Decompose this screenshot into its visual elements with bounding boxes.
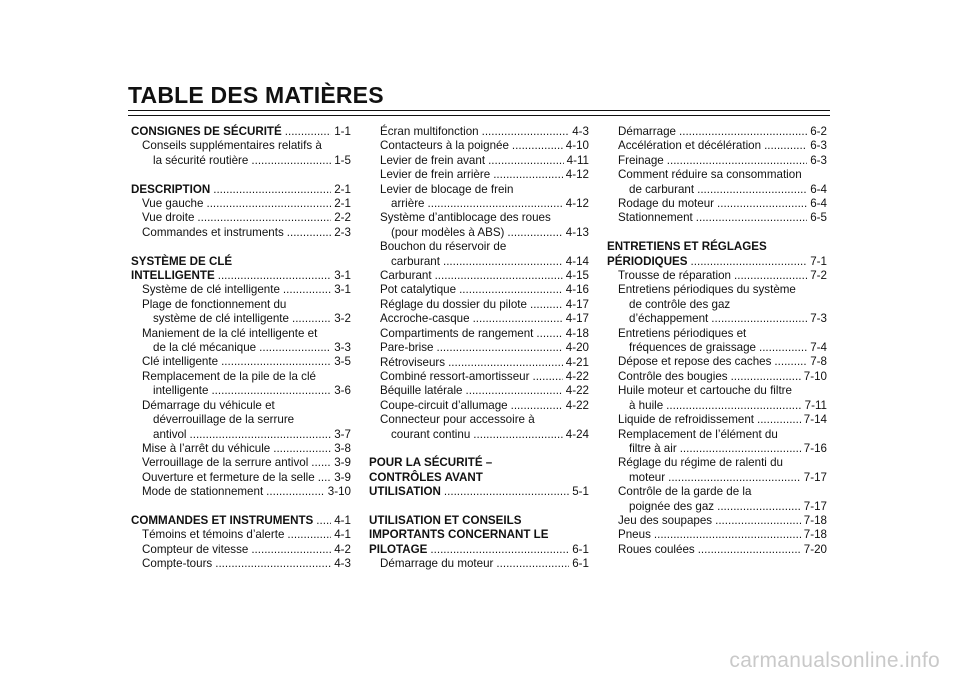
- dot-leader: [654, 528, 801, 542]
- toc-entry-label: Levier de frein avant: [380, 153, 486, 167]
- page-number: 1-5: [334, 153, 351, 167]
- toc-entry-label: PÉRIODIQUES: [607, 254, 688, 268]
- dot-leader: [459, 283, 563, 297]
- toc-entry-label: Pot catalytique: [380, 283, 457, 297]
- toc-entry-text: Conseils supplémentaires relatifs à: [142, 139, 322, 153]
- toc-entry-label: Levier de frein arrière: [380, 168, 491, 182]
- toc-entry-text: Entretiens périodiques du système de contrôle des gaz: [618, 283, 796, 311]
- toc-entry[interactable]: [607, 543, 827, 557]
- page-number: 4-21: [565, 355, 589, 369]
- toc-entry[interactable]: [131, 283, 351, 297]
- page-number: 3-10: [327, 485, 351, 499]
- toc-entry[interactable]: [369, 312, 589, 326]
- toc-entry-label: Combiné ressort-amortisseur: [380, 369, 530, 383]
- dot-leader: [251, 154, 331, 168]
- page-number: 6-3: [810, 139, 827, 153]
- dot-leader: [283, 283, 331, 297]
- page-number: 4-16: [565, 283, 589, 297]
- toc-entry[interactable]: [369, 384, 589, 398]
- page-number: 6-4: [810, 182, 827, 196]
- dot-leader: [731, 370, 801, 384]
- toc-entry[interactable]: [131, 211, 351, 225]
- page-number: 7-8: [810, 355, 827, 369]
- toc-entry[interactable]: [607, 211, 827, 225]
- toc-entry-label: Mode de stationnement: [142, 485, 264, 499]
- page-number: 6-1: [572, 542, 589, 556]
- dot-leader: [466, 384, 563, 398]
- dot-leader: [430, 543, 569, 557]
- toc-entry[interactable]: [607, 528, 827, 542]
- page-number: 6-3: [810, 153, 827, 167]
- toc-entry-label: Coupe-circuit d’allumage: [380, 398, 508, 412]
- toc-entry-label: Commandes et instruments: [142, 225, 284, 239]
- toc-entry-label: (pour modèles à ABS): [391, 225, 505, 239]
- toc-entry-text: Réglage du régime de ralenti du: [618, 456, 783, 470]
- toc-entry[interactable]: [131, 355, 351, 369]
- toc-entry-label: Système de clé intelligente: [142, 283, 280, 297]
- toc-entry[interactable]: [369, 240, 589, 269]
- toc-entry-label: Rodage du moteur: [618, 197, 715, 211]
- toc-entry-label: Pneus: [618, 528, 651, 542]
- toc-entry-text: Entretiens périodiques et: [618, 326, 747, 340]
- page-number: 4-22: [565, 398, 589, 412]
- toc-entry[interactable]: [607, 514, 827, 528]
- toc-entry[interactable]: [369, 298, 589, 312]
- dot-leader: [711, 312, 807, 326]
- toc-entry-text: ENTRETIENS ET RÉGLAGES: [607, 240, 767, 254]
- dot-leader: [667, 154, 807, 168]
- toc-entry[interactable]: [607, 154, 827, 168]
- toc-entry-text: POUR LA SÉCURITÉ – CONTRÔLES AVANT: [369, 456, 493, 484]
- page-number: 4-17: [565, 297, 589, 311]
- toc-entry-label: COMMANDES ET INSTRUMENTS: [131, 513, 314, 527]
- toc-entry-label: Contacteurs à la poignée: [380, 139, 509, 153]
- toc-entry-text: Démarrage du véhicule et déverrouillage de la serrure: [142, 398, 295, 427]
- toc-entry-label: Témoins et témoins d’alerte: [142, 528, 285, 542]
- toc-entry-text: Bouchon du réservoir de: [380, 240, 507, 254]
- dot-leader: [218, 269, 332, 283]
- page-title: TABLE DES MATIÈRES: [128, 82, 384, 108]
- page-number: 6-5: [810, 211, 827, 225]
- dot-leader: [757, 413, 801, 427]
- toc-entry[interactable]: [369, 356, 589, 370]
- page-number: 4-24: [565, 427, 589, 441]
- page-number: 4-12: [565, 168, 589, 182]
- toc-entry-label: Verrouillage de la serrure antivol: [142, 456, 309, 470]
- toc-entry-text: SYSTÈME DE CLÉ: [131, 254, 233, 268]
- toc-column-3: [607, 125, 827, 557]
- toc-entry-label: Compteur de vitesse: [142, 542, 249, 556]
- toc-section-entry[interactable]: [131, 514, 351, 528]
- toc-entry[interactable]: [369, 183, 589, 212]
- dot-leader: [496, 557, 569, 571]
- toc-entry-label: PILOTAGE: [369, 542, 428, 556]
- page-number: 4-22: [565, 384, 589, 398]
- dot-leader: [764, 139, 807, 153]
- page-number: 7-2: [810, 269, 827, 283]
- dot-leader: [316, 514, 331, 528]
- page-number: 3-1: [334, 269, 351, 283]
- toc-entry[interactable]: [607, 456, 827, 485]
- toc-entry-label: courant continu: [391, 427, 471, 441]
- toc-section-entry[interactable]: [607, 240, 827, 269]
- toc-entry[interactable]: [607, 485, 827, 514]
- toc-entry[interactable]: [607, 355, 827, 369]
- toc-entry[interactable]: [607, 197, 827, 211]
- toc-entry-label: Ouverture et fermeture de la selle: [142, 470, 315, 484]
- toc-entry-text: Système d’antiblocage des roues: [380, 211, 551, 225]
- toc-entry[interactable]: [369, 341, 589, 355]
- toc-entry-label: système de clé intelligente: [153, 312, 289, 326]
- page-number: 4-18: [565, 326, 589, 340]
- toc-entry-label: Réglage du dossier du pilote: [380, 297, 527, 311]
- dot-leader: [318, 471, 332, 485]
- toc-entry-label: Liquide de refroidissement: [618, 413, 754, 427]
- dot-leader: [488, 154, 564, 168]
- dot-leader: [443, 255, 563, 269]
- page-number: 3-3: [334, 341, 351, 355]
- dot-leader: [759, 341, 807, 355]
- section-spacer: [131, 240, 351, 254]
- page-number: 2-3: [334, 225, 351, 239]
- toc-entry[interactable]: [369, 327, 589, 341]
- page-number: 7-3: [810, 312, 827, 326]
- page-number: 4-17: [565, 312, 589, 326]
- toc-entry-label: moteur: [629, 470, 666, 484]
- dot-leader: [285, 125, 331, 139]
- toc-entry-text: Huile moteur et cartouche du filtre: [618, 384, 792, 398]
- toc-entry-label: Démarrage du moteur: [380, 557, 494, 571]
- toc-entry-label: Contrôle des bougies: [618, 369, 728, 383]
- toc-entry-text: Connecteur pour accessoire à: [380, 413, 535, 427]
- toc-entry-label: Mise à l’arrêt du véhicule: [142, 441, 271, 455]
- page-number: 3-7: [334, 427, 351, 441]
- toc-entry[interactable]: [607, 283, 827, 326]
- dot-leader: [215, 557, 331, 571]
- dot-leader: [511, 399, 563, 413]
- toc-entry[interactable]: [131, 226, 351, 240]
- dot-leader: [482, 125, 570, 139]
- toc-entry-text: Maniement de la clé intelligente et: [142, 326, 318, 340]
- dot-leader: [734, 269, 807, 283]
- dot-leader: [206, 197, 331, 211]
- toc-entry-label: UTILISATION: [369, 485, 441, 499]
- toc-entry-label: Pare-brise: [380, 341, 434, 355]
- toc-entry[interactable]: [607, 413, 827, 427]
- toc-entry-label: Compartiments de rangement: [380, 326, 534, 340]
- dot-leader: [717, 500, 801, 514]
- page-number: 3-1: [334, 283, 351, 297]
- toc-entry[interactable]: [131, 456, 351, 470]
- toc-entry-label: Démarrage: [618, 125, 676, 138]
- dot-leader: [473, 312, 563, 326]
- toc-entry[interactable]: [369, 399, 589, 413]
- page-number: 5-1: [572, 485, 589, 499]
- page-number: 7-17: [803, 499, 827, 513]
- toc-column-2: [369, 125, 589, 572]
- toc-entry-label: Roues coulées: [618, 542, 695, 556]
- dot-leader: [436, 341, 562, 355]
- toc-entry-label: arrière: [391, 197, 425, 211]
- dot-leader: [197, 211, 331, 225]
- toc-entry[interactable]: [131, 485, 351, 499]
- dot-leader: [287, 226, 331, 240]
- toc-section-entry[interactable]: [369, 514, 589, 557]
- toc-entry-label: DESCRIPTION: [131, 182, 211, 196]
- toc-entry-label: Rétroviseurs: [380, 355, 446, 369]
- page-number: 7-14: [803, 413, 827, 427]
- toc-entry[interactable]: [131, 557, 351, 571]
- watermark: carmanualsonline.info: [729, 649, 940, 672]
- toc-entry-text: Contrôle de la garde de la: [618, 485, 752, 499]
- toc-entry-text: Remplacement de la pile de la clé: [142, 369, 317, 383]
- toc-entry[interactable]: [131, 471, 351, 485]
- dot-leader: [696, 211, 807, 225]
- page-number: 4-10: [565, 139, 589, 153]
- dot-leader: [287, 528, 331, 542]
- toc-entry-label: Écran multifonction: [380, 125, 479, 138]
- toc-entry[interactable]: [369, 154, 589, 168]
- dot-leader: [473, 428, 563, 442]
- page-number: 4-13: [565, 225, 589, 239]
- page-number: 7-17: [803, 470, 827, 484]
- toc-entry[interactable]: [131, 370, 351, 399]
- toc-entry-label: poignée des gaz: [629, 499, 715, 513]
- toc-entry-label: Béquille latérale: [380, 384, 463, 398]
- page-number: 4-20: [565, 341, 589, 355]
- toc-entry[interactable]: [131, 399, 351, 442]
- dot-leader: [536, 327, 562, 341]
- toc-entry-label: antivol: [153, 427, 187, 441]
- page-number: 7-16: [803, 441, 827, 455]
- toc-entry[interactable]: [369, 168, 589, 182]
- page-number: 6-4: [810, 197, 827, 211]
- dot-leader: [190, 428, 332, 442]
- dot-leader: [311, 456, 331, 470]
- dot-leader: [691, 255, 808, 269]
- toc-entry-label: Clé intelligente: [142, 355, 219, 369]
- toc-entry-label: CONSIGNES DE SÉCURITÉ: [131, 125, 282, 138]
- section-spacer: [131, 500, 351, 514]
- page-number: 3-8: [334, 441, 351, 455]
- page-number: 3-9: [334, 456, 351, 470]
- section-spacer: [607, 226, 827, 240]
- page-number: 4-15: [565, 269, 589, 283]
- page-number: 6-2: [810, 125, 827, 138]
- page-number: 4-3: [334, 557, 351, 571]
- toc-entry-label: d’échappement: [629, 312, 709, 326]
- dot-leader: [668, 471, 801, 485]
- dot-leader: [717, 197, 807, 211]
- toc-entry-text: Remplacement de l’élément du: [618, 427, 778, 441]
- section-spacer: [369, 442, 589, 456]
- dot-leader: [292, 312, 331, 326]
- dot-leader: [774, 355, 807, 369]
- page-number: 4-14: [565, 254, 589, 268]
- toc-entry[interactable]: [607, 370, 827, 384]
- toc-entry-text: Comment réduire sa consommation: [618, 168, 802, 182]
- dot-leader: [697, 183, 807, 197]
- dot-leader: [698, 543, 801, 557]
- toc-entry-label: INTELLIGENTE: [131, 269, 215, 283]
- page-number: 3-5: [334, 355, 351, 369]
- toc-entry[interactable]: [131, 442, 351, 456]
- toc-column-1: [131, 125, 351, 572]
- toc-entry-label: Jeu des soupapes: [618, 513, 713, 527]
- toc-entry[interactable]: [607, 168, 827, 197]
- page-number: 7-10: [803, 369, 827, 383]
- toc-entry[interactable]: [607, 327, 827, 356]
- toc-entry-label: Dépose et repose des caches: [618, 355, 772, 369]
- dot-leader: [444, 485, 569, 499]
- toc-entry-text: UTILISATION ET CONSEILS IMPORTANTS CONCERNANT LE: [369, 513, 549, 542]
- dot-leader: [680, 442, 801, 456]
- toc-entry[interactable]: [369, 370, 589, 384]
- toc-entry-label: Trousse de réparation: [618, 269, 731, 283]
- toc-entry[interactable]: [131, 298, 351, 327]
- toc-entry[interactable]: [131, 139, 351, 168]
- dot-leader: [428, 197, 563, 211]
- toc-entry[interactable]: [607, 125, 827, 139]
- toc-entry-label: intelligente: [153, 384, 209, 398]
- toc-entry[interactable]: [131, 528, 351, 542]
- page-number: 7-1: [810, 254, 827, 268]
- toc-entry-text: Plage de fonctionnement du: [142, 297, 287, 311]
- toc-entry[interactable]: [369, 269, 589, 283]
- page-number: 7-20: [803, 542, 827, 556]
- toc-entry-label: Vue droite: [142, 211, 195, 225]
- toc-section-entry[interactable]: [131, 183, 351, 197]
- page-number: 3-2: [334, 312, 351, 326]
- toc-entry[interactable]: [607, 384, 827, 413]
- section-spacer: [369, 500, 589, 514]
- toc-entry-label: Accélération et décélération: [618, 139, 762, 153]
- toc-entry[interactable]: [607, 428, 827, 457]
- toc-entry[interactable]: [607, 139, 827, 153]
- dot-leader: [211, 384, 331, 398]
- section-spacer: [131, 168, 351, 182]
- toc-entry-text: Levier de blocage de frein: [380, 182, 514, 196]
- page-number: 6-1: [572, 557, 589, 571]
- toc-entry-label: Accroche-casque: [380, 312, 470, 326]
- toc-entry[interactable]: [131, 327, 351, 356]
- page-number: 7-18: [803, 513, 827, 527]
- dot-leader: [251, 543, 331, 557]
- toc-entry[interactable]: [369, 211, 589, 240]
- toc-section-entry[interactable]: [131, 125, 351, 139]
- page-number: 4-1: [334, 513, 351, 527]
- toc-entry-label: Compte-tours: [142, 557, 213, 571]
- page-number: 4-1: [334, 528, 351, 542]
- toc-entry[interactable]: [131, 543, 351, 557]
- dot-leader: [273, 442, 331, 456]
- page-number: 7-4: [810, 341, 827, 355]
- dot-leader: [666, 399, 801, 413]
- page-number: 3-6: [334, 384, 351, 398]
- dot-leader: [532, 370, 562, 384]
- dot-leader: [259, 341, 331, 355]
- toc-entry-label: Freinage: [618, 153, 664, 167]
- toc-entry-label: fréquences de graissage: [629, 341, 756, 355]
- page-number: 4-3: [572, 125, 589, 138]
- toc-entry-label: carburant: [391, 254, 440, 268]
- toc-entry[interactable]: [369, 139, 589, 153]
- dot-leader: [213, 183, 331, 197]
- title-rule: [128, 110, 830, 116]
- toc-entry-label: Carburant: [380, 269, 432, 283]
- page-number: 2-1: [334, 197, 351, 211]
- page-number: 7-11: [804, 398, 827, 412]
- toc-entry-label: de la clé mécanique: [153, 341, 257, 355]
- page-number: 4-12: [565, 197, 589, 211]
- page-number: 7-18: [803, 528, 827, 542]
- dot-leader: [679, 125, 807, 139]
- dot-leader: [493, 168, 563, 182]
- dot-leader: [715, 514, 801, 528]
- page-number: 3-9: [334, 470, 351, 484]
- dot-leader: [221, 355, 331, 369]
- toc-entry[interactable]: [131, 197, 351, 211]
- toc-entry-label: à huile: [629, 398, 664, 412]
- toc-entry[interactable]: [369, 557, 589, 571]
- dot-leader: [530, 298, 563, 312]
- dot-leader: [512, 139, 563, 153]
- dot-leader: [266, 485, 325, 499]
- toc-entry-label: filtre à air: [629, 441, 677, 455]
- page-number: 2-2: [334, 211, 351, 225]
- page-number: 1-1: [334, 125, 351, 138]
- toc-section-entry[interactable]: [131, 255, 351, 284]
- dot-leader: [435, 269, 563, 283]
- toc-entry[interactable]: [369, 413, 589, 442]
- toc-section-entry[interactable]: [369, 456, 589, 499]
- dot-leader: [448, 356, 563, 370]
- toc-entry-label: Stationnement: [618, 211, 693, 225]
- page-number: 4-22: [565, 369, 589, 383]
- toc-entry[interactable]: [369, 283, 589, 297]
- toc-entry[interactable]: [369, 125, 589, 139]
- toc-entry[interactable]: [607, 269, 827, 283]
- page-number: 4-11: [566, 153, 589, 167]
- toc-entry-label: de carburant: [629, 182, 695, 196]
- toc-entry-label: Vue gauche: [142, 197, 204, 211]
- page-number: 2-1: [334, 182, 351, 196]
- dot-leader: [507, 226, 562, 240]
- toc-entry-label: la sécurité routière: [153, 153, 249, 167]
- page-number: 4-2: [334, 542, 351, 556]
